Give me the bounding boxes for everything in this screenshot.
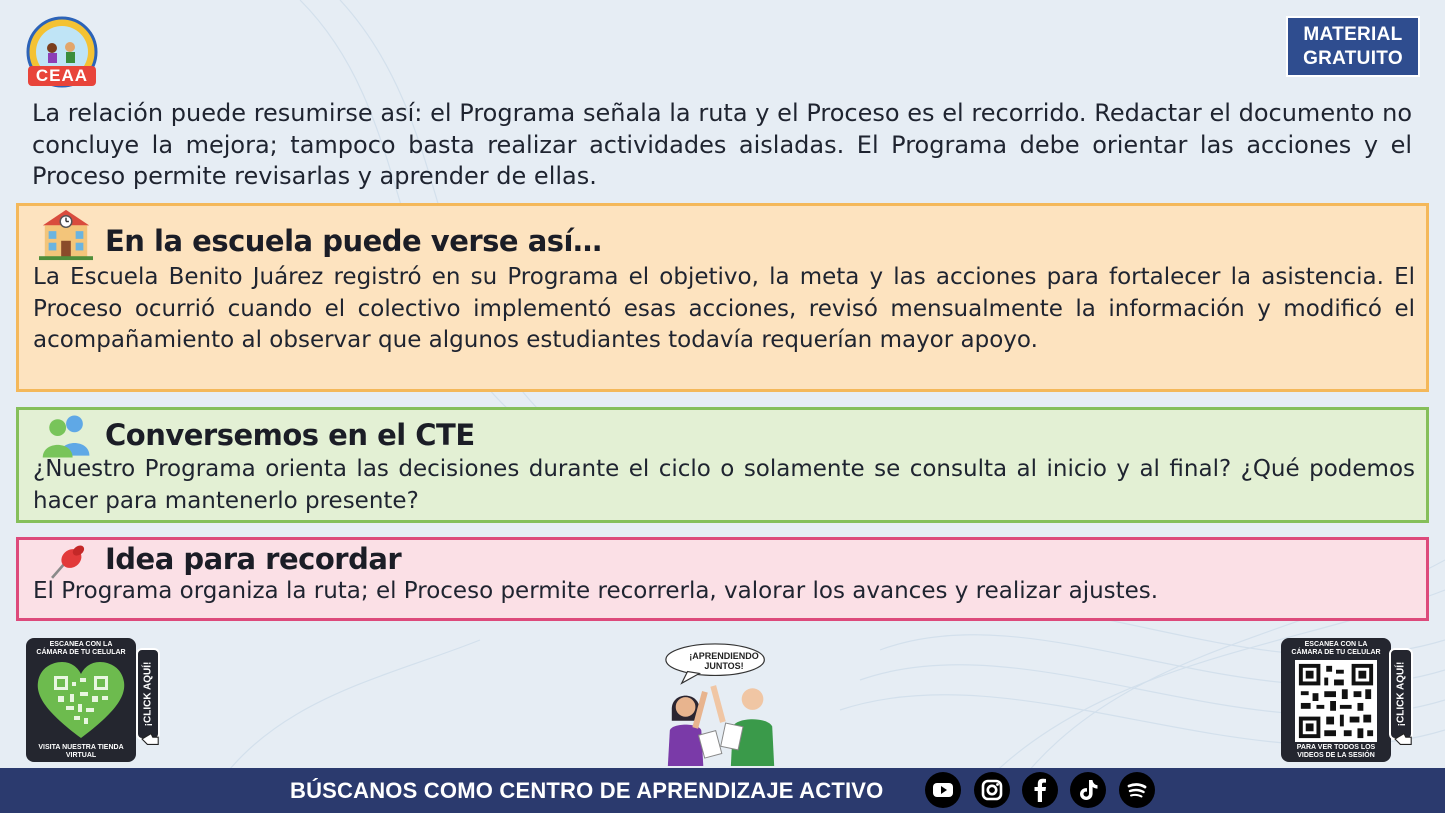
logo-text: CEAA bbox=[35, 66, 89, 85]
qr-bottom-line-2: VIRTUAL bbox=[65, 752, 97, 759]
videos-click-here-tab[interactable] bbox=[1389, 648, 1413, 740]
qr-code-icon bbox=[1294, 660, 1378, 742]
people-icon bbox=[39, 412, 95, 460]
free-material-badge bbox=[1286, 16, 1420, 77]
section-title: Conversemos en el CTE bbox=[105, 418, 475, 452]
badge-line-2: GRATUITO bbox=[1303, 47, 1403, 69]
tiktok-icon[interactable] bbox=[1070, 772, 1106, 808]
school-icon bbox=[35, 208, 97, 262]
mascot-bubble-line-2: JUNTOS! bbox=[704, 661, 744, 671]
qr-bottom-line-2: VIDEOS DE LA SESIÓN bbox=[1297, 752, 1375, 759]
store-click-here-tab[interactable] bbox=[136, 648, 160, 740]
click-here-label: ¡CLICK AQUÍ! bbox=[142, 661, 154, 727]
intro-paragraph: La relación puede resumirse así: el Programa señala la ruta y el Proceso es el recorrido. Redactar el documento no concluye la mejora; tampoco basta realizar actividades aisladas. El Programa debe orientar las acciones y el Proceso permite revisarlas y aprender de ellas. bbox=[32, 99, 1412, 190]
section-body: ¿Nuestro Programa orienta las decisiones durante el ciclo o solamente se consulta al inicio y al final? ¿Qué podemos hacer para mantenerlo presente? bbox=[33, 456, 1415, 514]
section-school-example bbox=[16, 203, 1429, 392]
section-cte-conversation bbox=[16, 407, 1429, 523]
section-body: La Escuela Benito Juárez registró en su Programa el objetivo, la meta y las acciones para fortalecer la asistencia. El Proceso ocurrió cuando el colectivo implementó esas acciones, revisó mensualmente la información y modificó el acompañamiento al observar que algunos estudiantes todavía requerían mayor apoyo. bbox=[33, 264, 1415, 353]
facebook-icon[interactable] bbox=[1022, 772, 1058, 808]
qr-bottom-line-1: PARA VER TODOS LOS bbox=[1296, 744, 1376, 751]
spotify-icon[interactable] bbox=[1119, 772, 1155, 808]
videos-qr-card[interactable] bbox=[1281, 638, 1391, 762]
hand-pointer-icon bbox=[1393, 730, 1415, 748]
badge-line-1: MATERIAL bbox=[1303, 23, 1403, 45]
instagram-icon[interactable] bbox=[974, 772, 1010, 808]
footer-text: BÚSCANOS COMO CENTRO DE APRENDIZAJE ACTIVO bbox=[290, 778, 884, 803]
qr-bottom-line-1: VISITA NUESTRA TIENDA bbox=[38, 744, 124, 751]
mascot-bubble-line-1: ¡APRENDIENDO bbox=[689, 651, 759, 661]
qr-top-line-1: ESCANEA CON LA bbox=[1304, 641, 1368, 648]
qr-top-line-2: CÁMARA DE TU CELULAR bbox=[36, 649, 126, 656]
qr-top-line-2: CÁMARA DE TU CELULAR bbox=[1291, 649, 1381, 656]
section-title: Idea para recordar bbox=[105, 542, 402, 576]
store-qr-card[interactable] bbox=[26, 638, 136, 762]
hand-pointer-icon bbox=[140, 730, 162, 748]
section-idea-to-remember bbox=[16, 537, 1429, 621]
footer-bar bbox=[0, 768, 1445, 813]
youtube-icon[interactable] bbox=[925, 772, 961, 808]
qr-top-line-1: ESCANEA CON LA bbox=[49, 641, 113, 648]
click-here-label: ¡CLICK AQUÍ! bbox=[1395, 661, 1407, 727]
section-title: En la escuela puede verse así… bbox=[105, 224, 602, 258]
section-body: El Programa organiza la ruta; el Proceso permite recorrerla, valorar los avances y realizar ajustes. bbox=[33, 578, 1159, 604]
heart-qr-code-icon bbox=[36, 659, 126, 741]
